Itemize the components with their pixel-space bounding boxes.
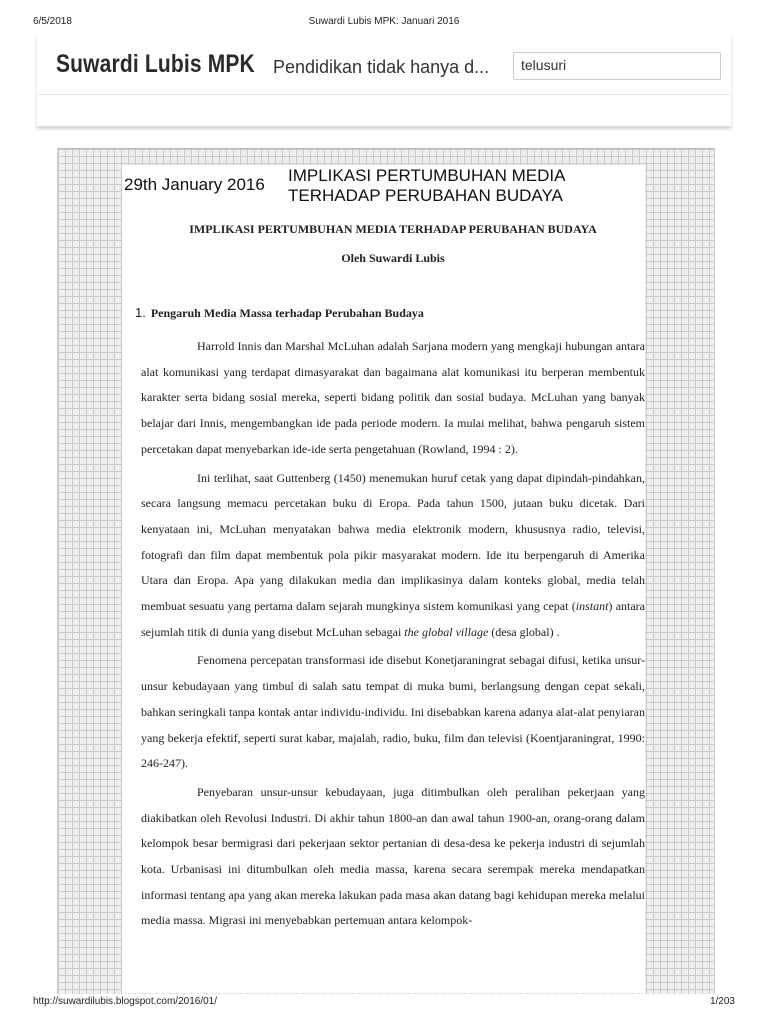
paragraph-2 [141, 466, 645, 646]
print-footer [0, 996, 768, 1010]
print-page-title: Suwardi Lubis MPK: Januari 2016 [308, 16, 460, 27]
paragraph-4: Penyebaran unsur-unsur kebudayaan, juga ditimbulkan oleh peralihan pekerjaan yang diakibatkan oleh Revolusi Industri. Di akhir tahun 1800-an dan awal tahun 1900-an, orang-orang dalam kelompok besar bermigrasi dari pekerjaan sektor pertanian di desa-desa ke pekerja industri di sejumlah kota. Urbanisasi ini ditumbulkan oleh media massa, karena secara serempak mereka mendapatkan informasi tentang apa yang akan mereka lakukan pada masa akan datang bagi kehidupan mereka melalui media massa. Migrasi ini menyebabkan pertemuan antara kelompok- [141, 784, 645, 928]
section-number: 1. [135, 305, 146, 320]
post-title[interactable]: IMPLIKASI PERTUMBUHAN MEDIA TERHADAP PERUBAHAN BUDAYA [288, 166, 565, 205]
document-heading: IMPLIKASI PERTUMBUHAN MEDIA TERHADAP PERUBAHAN BUDAYA [189, 222, 597, 236]
print-header [0, 16, 768, 30]
paragraph-3: Fenomena percepatan transformasi ide disebut Konetjaraningrat sebagai difusi, ketika unsur-unsur kebudayaan yang timbul di salah satu tempat di muka bumi, berlangsung dengan cepat sekali, bahkan seringkali tanpa kontak antar individu-individu. Ini disebabkan karena adanya alat-alat penyiaran yang bekerja efektif, seperti surat kabar, majalah, radio, buku, film dan televisi (Koentjaraningrat, 1990: 246-247). [141, 653, 645, 771]
header-divider [37, 94, 731, 95]
post-date: 29th January 2016 [124, 175, 265, 194]
paragraph-2-part-b: ) antara sejumlah titik di dunia yang disebut McLuhan sebagai [141, 599, 645, 639]
paragraph-2-part-a: Ini terlihat, saat Guttenberg (1450) menemukan huruf cetak yang dapat dipindah-pindahkan, secara langsung memacu percetakan buku di Eropa. Pada tahun 1500, jutaan buku dicetak. Dari kenyataan ini, McLuhan menyatakan bahwa media elektronik modern, khususnya radio, televisi, fotografi dan film dapat membentuk pola pikir masyarakat modern. Ide itu berpengaruh di Amerika Utara dan Eropa. Apa yang dilakukan media dan implikasinya dalam konteks global, media telah membuat sesuatu yang pertama dalam sejarah mungkinya sistem komunikasi yang cepat ( [141, 470, 645, 614]
term-global-village: the global village [404, 624, 489, 639]
term-instant: instant [575, 599, 609, 614]
search-input[interactable]: telusuri [513, 52, 721, 80]
blog-description: Pendidikan tidak hanya d... [273, 57, 490, 77]
print-date: 6/5/2018 [33, 16, 72, 27]
paragraph-2-part-c: (desa global) . [488, 624, 560, 639]
blog-header [37, 36, 731, 127]
paragraph-1: Harrold Innis dan Marshal McLuhan adalah Sarjana modern yang mengkaji hubungan antara alat komunikasi yang terdapat dimasyarakat dan bagaimana alat komunikasi itu berperan membentuk karakter serta bidang sosial mereka, seperti bidang politik dan sosial budaya. McLuhan yang banyak belajar dari Innis, mengembangkan ide pada periode modern. Ia mulai melihat, bahwa pengaruh sistem percetakan dapat menyebarkan ide-ide serta pengetahuan (Rowland, 1994 : 2). [141, 339, 645, 456]
print-page-number: 1/203 [709, 996, 735, 1007]
section-heading [135, 305, 645, 321]
document-author: Oleh Suwardi Lubis [341, 251, 445, 265]
section-title: Pengaruh Media Massa terhadap Perubahan Budaya [150, 306, 424, 320]
print-url: http://suwardilubis.blogspot.com/2016/01/ [33, 996, 217, 1007]
post-body [135, 220, 645, 934]
blog-title[interactable]: Suwardi Lubis MPK [56, 50, 255, 78]
